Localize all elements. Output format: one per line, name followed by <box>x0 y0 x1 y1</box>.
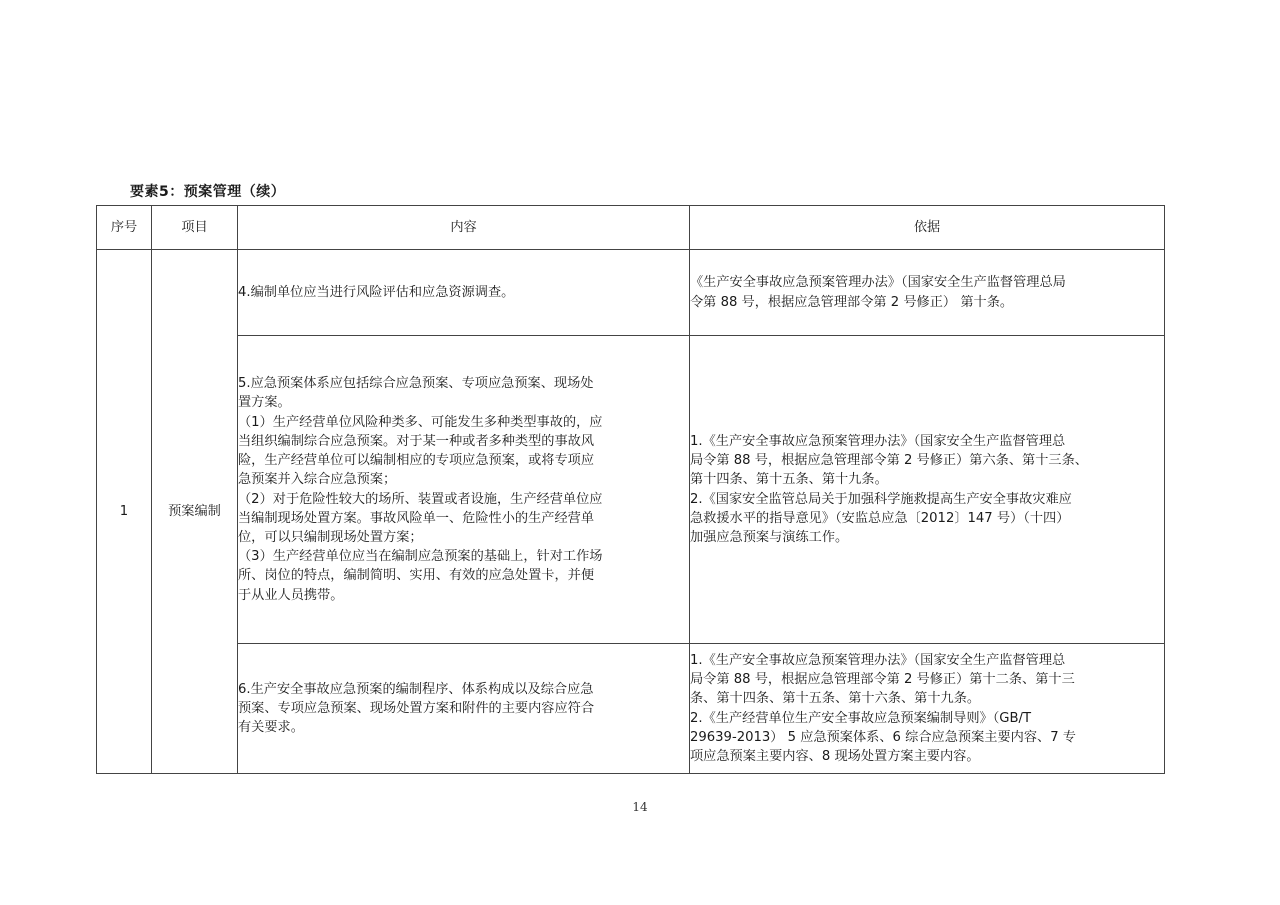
header-basis: 依据 <box>690 206 1165 250</box>
basis-line: 1.《生产安全事故应急预案管理办法》（国家安全生产监督管理总 <box>690 433 1066 449</box>
table-row <box>97 336 1165 644</box>
basis-line: 项应急预案主要内容、8 现场处置方案主要内容。 <box>690 748 980 764</box>
content-line: 当组织编制综合应急预案。对于某一种或者多种类型的事故风 <box>238 433 595 449</box>
basis-line: 2.《国家安全监管总局关于加强科学施救提高生产安全事故灾难应 <box>690 491 1072 507</box>
content-line: 预案、专项应急预案、现场处置方案和附件的主要内容应符合 <box>238 700 595 716</box>
basis-line: 《生产安全事故应急预案管理办法》（国家安全生产监督管理总局 <box>690 275 1066 291</box>
table-row <box>97 250 1165 336</box>
content-line: 5.应急预案体系应包括综合应急预案、专项应急预案、现场处 <box>238 376 594 392</box>
basis-line: 急救援水平的指导意见》（安监总应急〔2012〕147 号）（十四） <box>690 510 1070 526</box>
content-line: 险，生产经营单位可以编制相应的专项应急预案，或将专项应 <box>238 453 595 469</box>
content-line: 急预案并入综合应急预案； <box>238 472 397 488</box>
cell-no: 1 <box>97 250 152 774</box>
basis-line: 令第 88 号，根据应急管理部令第 2 号修正） 第十条。 <box>690 294 1014 310</box>
content-line: 4.编制单位应当进行风险评估和应急资源调查。 <box>238 284 515 300</box>
basis-line: 条、第十四条、第十五条、第十六条、第十九条。 <box>690 691 981 707</box>
header-no: 序号 <box>97 206 152 250</box>
cell-content <box>238 644 690 774</box>
cell-basis <box>690 644 1165 774</box>
basis-line: 第十四条、第十五条、第十九条。 <box>690 472 888 488</box>
content-line: 所、岗位的特点，编制简明、实用、有效的应急处置卡，并便 <box>238 568 595 584</box>
cell-basis <box>690 250 1165 336</box>
basis-line: 局令第 88 号，根据应急管理部令第 2 号修正）第十二条、第十三 <box>690 672 1075 688</box>
section-title: 要素5：预案管理（续） <box>130 184 286 200</box>
content-line: （3）生产经营单位应当在编制应急预案的基础上，针对工作场 <box>238 549 603 565</box>
table-row <box>97 644 1165 774</box>
content-line: 当编制现场处置方案。事故风险单一、危险性小的生产经营单 <box>238 510 595 526</box>
page-number: 14 <box>632 800 648 814</box>
basis-line: 局令第 88 号，根据应急管理部令第 2 号修正）第六条、第十三条、 <box>690 453 1088 469</box>
cell-content <box>238 336 690 644</box>
cell-basis <box>690 336 1165 644</box>
basis-line: 加强应急预案与演练工作。 <box>690 529 849 545</box>
content-line: 6.生产安全事故应急预案的编制程序、体系构成以及综合应急 <box>238 681 594 697</box>
content-line: （2）对于危险性较大的场所、装置或者设施，生产经营单位应 <box>238 491 603 507</box>
basis-line: 29639-2013） 5 应急预案体系、6 综合应急预案主要内容、7 专 <box>690 729 1076 745</box>
content-line: 置方案。 <box>238 395 291 411</box>
basis-line: 2.《生产经营单位生产安全事故应急预案编制导则》（GB/T <box>690 710 1032 726</box>
table-header-row <box>97 206 1165 250</box>
header-content: 内容 <box>238 206 690 250</box>
content-line: 于从业人员携带。 <box>238 587 344 603</box>
header-item: 项目 <box>152 206 238 250</box>
requirements-table <box>96 205 1165 774</box>
content-line: 位，可以只编制现场处置方案； <box>238 529 423 545</box>
cell-item: 预案编制 <box>152 250 238 774</box>
cell-content <box>238 250 690 336</box>
content-line: （1）生产经营单位风险种类多、可能发生多种类型事故的，应 <box>238 414 603 430</box>
basis-line: 1.《生产安全事故应急预案管理办法》（国家安全生产监督管理总 <box>690 652 1066 668</box>
content-line: 有关要求。 <box>238 720 304 736</box>
